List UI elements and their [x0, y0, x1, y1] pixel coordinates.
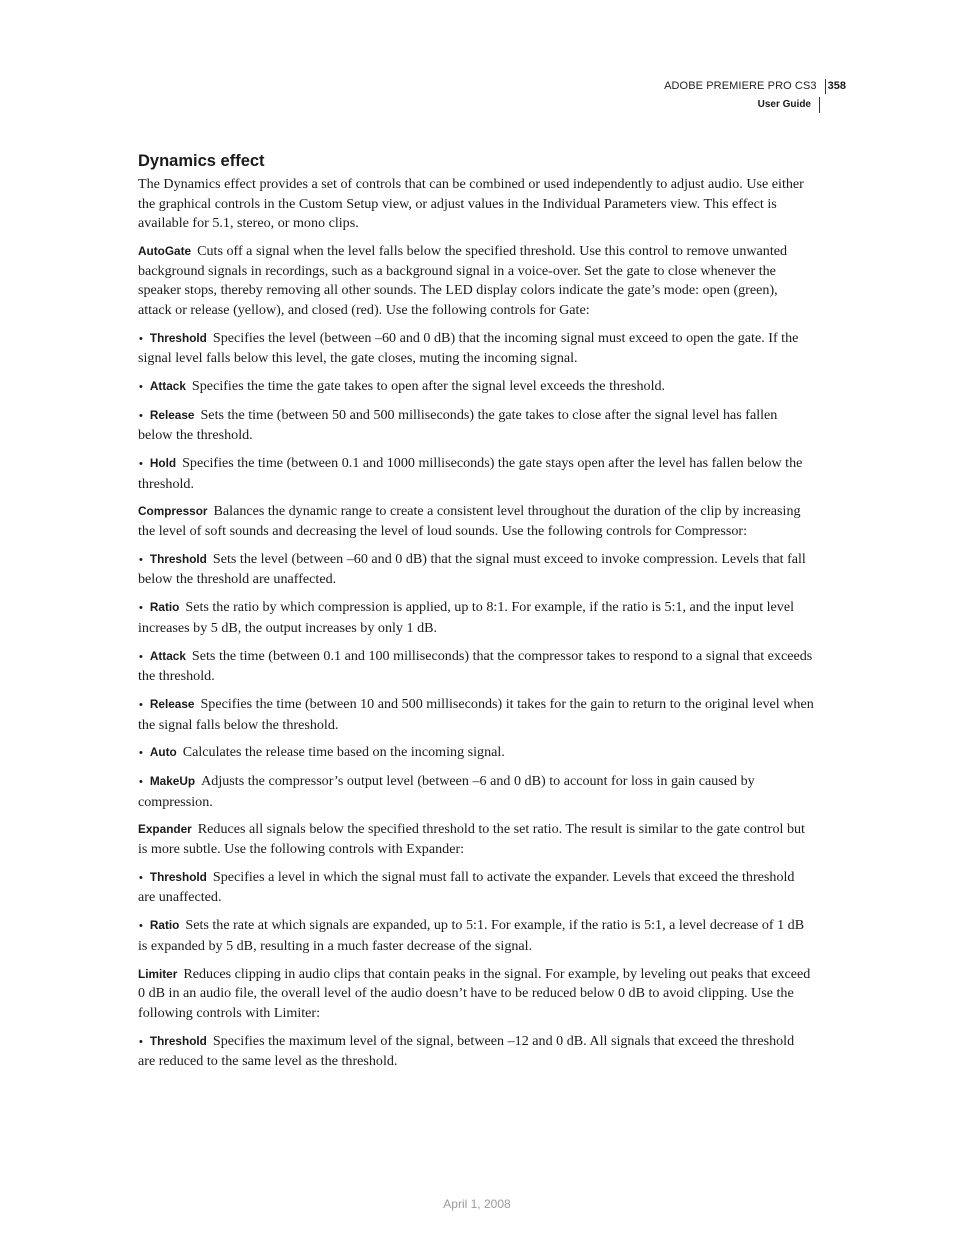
bullet-marker: • — [139, 458, 143, 471]
term-description: Sets the time (between 0.1 and 100 milliseconds) that the compressor takes to respond to a signal that exceeds the threshold. — [138, 647, 813, 685]
term-label: Threshold — [149, 551, 207, 566]
page-content — [138, 150, 814, 1080]
bullet-item — [138, 916, 814, 956]
footer-date: April 1, 2008 — [443, 1197, 511, 1211]
bullet-marker: • — [139, 747, 143, 760]
bullet-item — [138, 868, 814, 908]
term-label: Threshold — [149, 330, 207, 345]
term-label: Auto — [149, 745, 177, 760]
term-description: Specifies the time (between 10 and 500 milliseconds) it takes for the gain to return to the original level when the signal falls below the threshold. — [138, 695, 814, 733]
term-description: Reduces all signals below the specified threshold to the set ratio. The result is similar to the gate control but is more subtle. Use the following controls with Expander: — [138, 821, 805, 858]
term-description: Specifies the time the gate takes to open after the signal level exceeds the threshold. — [191, 377, 666, 394]
term-label: Attack — [149, 648, 186, 663]
running-header — [664, 79, 846, 113]
term-description: Sets the time (between 50 and 500 milliseconds) the gate takes to close after the signal level has fallen below the threshold. — [138, 406, 778, 444]
term-label: Ratio — [149, 918, 180, 933]
bullet-item — [138, 454, 814, 494]
term-description: Sets the level (between –60 and 0 dB) that the signal must exceed to invoke compression. Levels that fall below the threshold are unaffected. — [138, 550, 806, 588]
section-title: Dynamics effect — [138, 152, 265, 170]
definition-item — [138, 965, 814, 1024]
definition-item — [138, 820, 814, 859]
bullet-item — [138, 377, 814, 398]
term-description: Specifies the time (between 0.1 and 1000 milliseconds) the gate stays open after the level has fallen below the threshold. — [138, 455, 803, 492]
term-label: MakeUp — [149, 774, 196, 789]
term-label: Limiter — [138, 966, 178, 981]
term-description: Cuts off a signal when the level falls below the specified threshold. Use this control to remove unwanted background signals in recordings, such as a background signal in a voice-over. Set the gate to close whenever the speaker stops, thereby removing all other sounds. The LED display colors indicate the gate’s mode: open (green), attack or release (yellow), and closed (red). Use the following controls for Gate: — [138, 242, 788, 318]
bullet-marker: • — [139, 871, 143, 884]
bullet-marker: • — [139, 553, 143, 566]
bullet-item — [138, 743, 814, 764]
bullet-item — [138, 598, 814, 638]
section-intro: The Dynamics effect provides a set of controls that can be combined or used independently to adjust audio. Use either the graphical controls in the Custom Setup view, or adjust values in the Individual Parameters view. This effect is available for 5.1, stereo, or mono clips. — [138, 176, 804, 232]
bullet-marker: • — [139, 698, 143, 711]
product-name: ADOBE PREMIERE PRO CS3 — [664, 79, 826, 94]
term-label: Attack — [149, 378, 186, 393]
bullet-item — [138, 1032, 814, 1072]
bullet-marker: • — [139, 776, 143, 789]
term-label: Release — [149, 407, 195, 422]
page-number: 358 — [827, 80, 846, 92]
bullet-marker: • — [139, 1035, 143, 1048]
term-label: Release — [149, 696, 195, 711]
term-label: Threshold — [149, 1033, 207, 1048]
term-label: Compressor — [138, 504, 208, 519]
bullet-item — [138, 406, 814, 446]
bullet-marker: • — [139, 380, 143, 393]
definition-item — [138, 242, 814, 320]
term-description: Balances the dynamic range to create a consistent level throughout the duration of the clip by increasing the level of soft sounds and decreasing the level of loud sounds. Use the following controls for Compressor: — [138, 503, 801, 540]
term-description: Specifies the level (between –60 and 0 dB) that the incoming signal must exceed to open the gate. If the signal level falls below this level, the gate closes, muting the incoming signal. — [138, 329, 799, 367]
bullet-item — [138, 550, 814, 590]
bullet-item — [138, 329, 814, 369]
bullet-marker: • — [139, 332, 143, 345]
term-description: Calculates the release time based on the incoming signal. — [182, 744, 505, 761]
term-label: AutoGate — [138, 243, 192, 258]
term-label: Ratio — [149, 600, 180, 615]
bullet-marker: • — [139, 920, 143, 933]
bullet-marker: • — [139, 409, 143, 422]
bullet-marker: • — [139, 602, 143, 615]
term-description: Reduces clipping in audio clips that contain peaks in the signal. For example, by leveling out peaks that exceed 0 dB in an audio file, the overall level of the audio doesn’t have to be reduced below 0 dB to avoid clipping. Use the following controls with Limiter: — [138, 965, 811, 1021]
definition-item — [138, 502, 814, 541]
term-description: Adjusts the compressor’s output level (between –6 and 0 dB) to account for loss in gain caused by compression. — [138, 773, 755, 810]
term-label: Threshold — [149, 869, 207, 884]
term-description: Sets the ratio by which compression is applied, up to 8:1. For example, if the ratio is 5:1, and the input level increases by 5 dB, the output increases by only 1 dB. — [138, 599, 795, 636]
bullet-marker: • — [139, 650, 143, 663]
bullet-item — [138, 647, 814, 687]
term-label: Hold — [149, 456, 177, 471]
term-description: Specifies the maximum level of the signal, between –12 and 0 dB. All signals that exceed the threshold are reduced to the same level as the threshold. — [138, 1032, 795, 1070]
bullet-item — [138, 772, 814, 812]
guide-name: User Guide — [664, 97, 820, 113]
definition-list — [138, 242, 814, 1072]
term-description: Sets the rate at which signals are expanded, up to 5:1. For example, if the ratio is 5:1, a level decrease of 1 dB is expanded by 5 dB, resulting in a much faster decrease of the signal. — [138, 917, 805, 954]
term-label: Expander — [138, 822, 192, 837]
term-description: Specifies a level in which the signal must fall to activate the expander. Levels that exceed the threshold are unaffected. — [138, 868, 795, 906]
bullet-item — [138, 695, 814, 735]
